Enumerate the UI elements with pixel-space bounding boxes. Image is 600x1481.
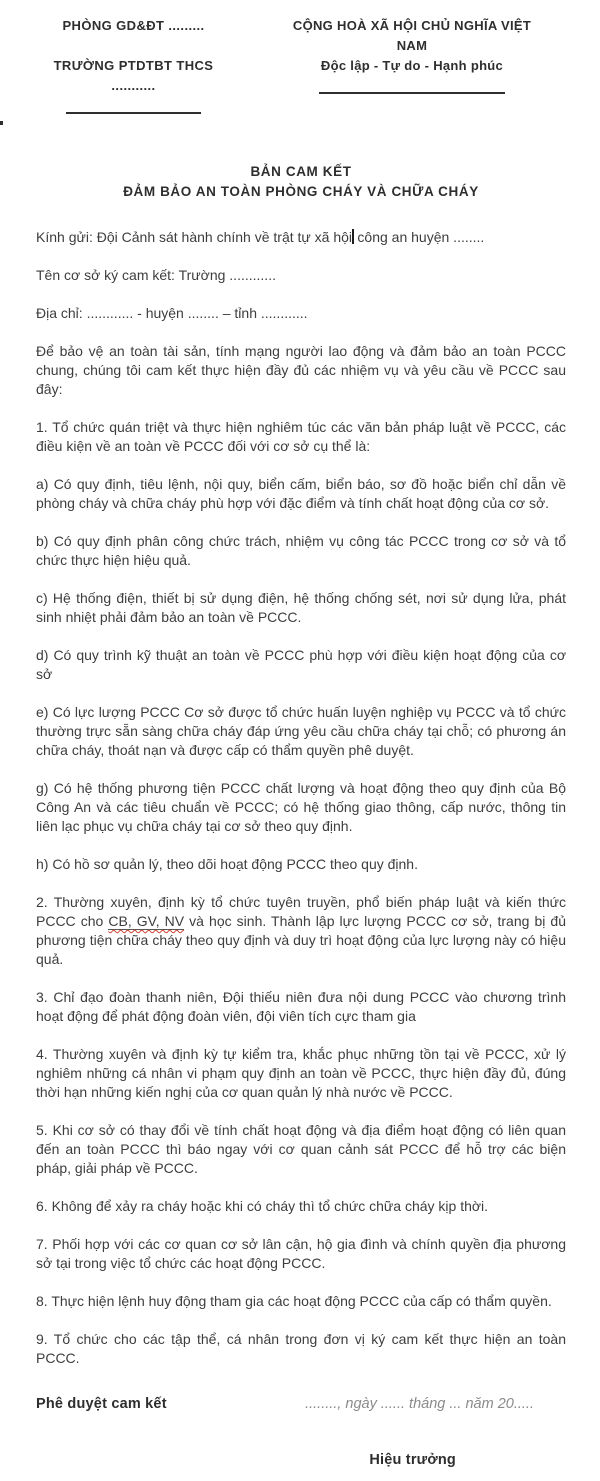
clause-1: 1. Tổ chức quán triệt và thực hiện nghiêm túc các văn bản pháp luật về PCCC, các điều kiện về an toàn về PCCC đối với cơ sở cụ thể là: [36, 419, 566, 454]
salutation-line [36, 228, 566, 247]
clause-2 [36, 893, 566, 969]
clause-4: 4. Thường xuyên và định kỳ tự kiểm tra, khắc phục những tồn tại về PCCC, xử lý nghiêm những cá nhân vi phạm quy định an toàn về PCCC, thực hiện đầy đủ, đúng thời hạn những kiến nghị của cơ quan quản lý nhà nước về PCCC. [36, 1046, 566, 1100]
salutation-text-pre: Kính gửi: Đội Cảnh sát hành chính về trật tự xã hội [36, 229, 353, 245]
clause-c: c) Hệ thống điện, thiết bị sử dụng điện, hệ thống chống sét, nơi sử dụng lửa, phát sinh nhiệt phải đảm bảo an toàn về PCCC. [36, 590, 566, 625]
scan-artifact [0, 121, 3, 125]
signature-row [36, 1396, 566, 1412]
clause-d: d) Có quy trình kỹ thuật an toàn về PCCC phù hợp với điều kiện hoạt động của cơ sở [36, 647, 566, 682]
national-heading-block [277, 16, 547, 114]
approval-label: Phê duyệt cam kết [36, 1396, 167, 1412]
clause-7: 7. Phối hợp với các cơ quan cơ sở lân cận, hộ gia đình và chính quyền địa phương sở tại trong việc tổ chức các hoạt động PCCC. [36, 1236, 566, 1271]
org-department-line: PHÒNG GD&ĐT ......... [62, 18, 205, 33]
clause-3: 3. Chỉ đạo đoàn thanh niên, Đội thiếu niên đưa nội dung PCCC vào chương trình hoạt động để phát động đoàn viên, đội viên tích cực tham gia [36, 989, 566, 1024]
facility-name-line: Tên cơ sở ký cam kết: Trường ............ [36, 267, 276, 283]
document-title [36, 162, 566, 202]
national-motto-line: Độc lập - Tự do - Hạnh phúc [320, 58, 504, 73]
signer-title: Hiệu trưởng [369, 1452, 456, 1468]
salutation-text-post: công an huyện ........ [353, 229, 485, 245]
title-line-1: BẢN CAM KẾT [250, 164, 352, 179]
national-title-line: CỘNG HOÀ XÃ HỘI CHỦ NGHĨA VIỆT NAM [292, 18, 532, 53]
clause-2-post: và học sinh. Thành lập lực lượng PCCC cơ sở, trang bị đủ phương tiện chữa cháy theo quy định và duy trì hoạt động của lực lượng này có hiệu quả. [36, 913, 566, 967]
org-underline [66, 112, 201, 114]
document-header [36, 16, 566, 114]
clause-9: 9. Tổ chức cho các tập thể, cá nhân trong đơn vị ký cam kết thực hiện an toàn PCCC. [36, 1331, 566, 1366]
clause-2-pre: 2. Thường xuyên, định kỳ tổ chức tuyên truyền, phổ biến pháp luật và kiến thức PCCC cho [36, 894, 566, 929]
intro-paragraph: Để bảo vệ an toàn tài sản, tính mạng người lao động và đảm bảo an toàn PCCC chung, chúng tôi cam kết thực hiện đầy đủ các nhiệm vụ và yêu cầu về PCCC sau đây: [36, 343, 566, 397]
spellchecked-text [108, 913, 184, 930]
clause-5: 5. Khi cơ sở có thay đổi về tính chất hoạt động và địa điểm hoạt động có liên quan đến an toàn PCCC thì báo ngay với cơ quan cảnh sát PCCC để hỗ trợ các biện pháp, giải pháp về PCCC. [36, 1122, 566, 1176]
motto-underline [319, 92, 505, 94]
address-line: Địa chỉ: ............ - huyện ........ – tỉnh ............ [36, 305, 308, 321]
clause-h: h) Có hồ sơ quản lý, theo dõi hoạt động PCCC theo quy định. [36, 856, 418, 872]
spellchecked-text-inner: CB, GV, NV [108, 913, 185, 929]
clause-e: e) Có lực lượng PCCC Cơ sở được tổ chức huấn luyện nghiệp vụ PCCC và tổ chức thường trực sẵn sàng chữa cháy đáp ứng yêu cầu chữa cháy tại chỗ; có phương án chữa cháy, thoát nạn và được cấp có thẩm quyền phê duyệt. [36, 704, 566, 758]
issuing-org-block [36, 16, 231, 114]
date-place-line: ........, ngày ...... tháng ... năm 20..... [305, 1396, 534, 1412]
org-school-line: TRƯỜNG PTDTBT THCS ........... [53, 58, 214, 93]
clause-b: b) Có quy định phân công chức trách, nhiệm vụ công tác PCCC trong cơ sở và tổ chức thực hiện hiệu quả. [36, 533, 566, 568]
clause-g: g) Có hệ thống phương tiện PCCC chất lượng và hoạt động theo quy định của Bộ Công An và các tiêu chuẩn về PCCC; có hệ thống giao thông, cấp nước, thông tin liên lạc phục vụ chữa cháy tại cơ sở theo quy định. [36, 780, 566, 834]
clause-8: 8. Thực hiện lệnh huy động tham gia các hoạt động PCCC của cấp có thẩm quyền. [36, 1293, 552, 1309]
clause-6: 6. Không để xảy ra cháy hoặc khi có cháy thì tổ chức chữa cháy kịp thời. [36, 1198, 489, 1214]
document-body [36, 228, 566, 1368]
clause-a: a) Có quy định, tiêu lệnh, nội quy, biển cấm, biển báo, sơ đồ hoặc biển chỉ dẫn về phòng cháy và chữa cháy phù hợp với đặc điểm và tính chất hoạt động của cơ sở. [36, 476, 566, 511]
title-line-2: ĐẢM BẢO AN TOÀN PHÒNG CHÁY VÀ CHỮA CHÁY [123, 184, 479, 199]
